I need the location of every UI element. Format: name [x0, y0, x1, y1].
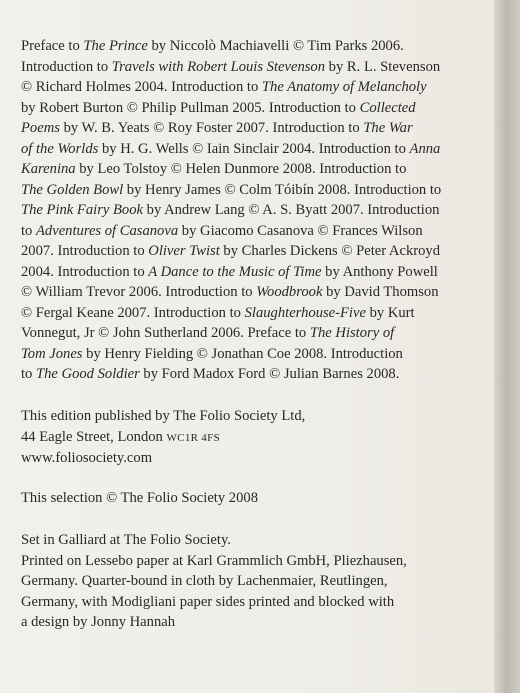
credits-text: by Henry Fielding © Jonathan Coe 2008. Introduction: [82, 345, 403, 362]
credits-line: [21, 139, 491, 160]
credits-text: by Giacomo Casanova © Frances Wilson: [178, 222, 423, 239]
credits-text: by H. G. Wells © Iain Sinclair 2004. Introduction to: [98, 140, 410, 157]
book-title: Anna: [409, 140, 441, 157]
book-title: The Golden Bowl: [21, 181, 124, 198]
book-title: Slaughterhouse-Five: [244, 304, 366, 321]
credits-text: by Niccolò Machiavelli © Tim Parks 2006.: [147, 38, 404, 54]
credits-paragraph: [21, 36, 491, 385]
credits-text: by Anthony Powell: [321, 263, 438, 280]
credits-text: 2007. Introduction to: [21, 243, 149, 259]
credits-line: [21, 221, 491, 242]
credits-line: [21, 180, 491, 201]
printing-line: Germany. Quarter-bound in cloth by Lachenmaier, Reutlingen,: [21, 573, 388, 589]
book-title: The History of: [309, 325, 395, 341]
address-line: [21, 427, 481, 449]
printing-line: Set in Galliard at The Folio Society.: [21, 532, 231, 548]
book-title: The Prince: [83, 38, 148, 54]
credits-line: [21, 36, 491, 57]
credits-text: by Ford Madox Ford © Julian Barnes 2008.: [139, 366, 400, 382]
postcode: WC1R 4FS: [166, 431, 220, 444]
credits-line: [21, 282, 491, 303]
credits-text: by Charles Dickens © Peter Ackroyd: [219, 243, 440, 259]
printing-line: a design by Jonny Hannah: [21, 614, 176, 630]
book-title: Travels with Robert Louis Stevenson: [111, 58, 326, 75]
credits-line: [21, 262, 491, 283]
credits-text: by Henry James © Colm Tóibín 2008. Introduction to: [123, 181, 442, 198]
credits-line: [21, 98, 491, 119]
publisher-line: This edition published by The Folio Society Ltd,: [21, 408, 306, 424]
credits-line: [21, 159, 491, 180]
selection-block: [21, 488, 481, 509]
credits-line: [21, 364, 491, 385]
selection-copyright: This selection © The Folio Society 2008: [21, 490, 258, 506]
address-text: 44 Eagle Street, London: [21, 428, 167, 445]
website-line: www.foliosociety.com: [21, 450, 153, 466]
book-gutter: [494, 0, 520, 693]
credits-text: © William Trevor 2006. Introduction to: [21, 284, 257, 300]
credits-line: [21, 77, 491, 98]
credits-text: © Fergal Keane 2007. Introduction to: [21, 304, 245, 321]
publisher-block: [21, 406, 481, 469]
credits-text: by R. L. Stevenson: [325, 58, 441, 75]
credits-text: © Richard Holmes 2004. Introduction to: [21, 79, 262, 95]
credits-text: by David Thomson: [322, 284, 439, 300]
credits-line: [21, 241, 491, 262]
credits-text: to: [21, 366, 36, 382]
book-title: A Dance to the Music of Time: [148, 263, 322, 280]
credits-line: [21, 323, 491, 344]
credits-line: [21, 57, 491, 78]
credits-text: Preface to: [21, 38, 84, 54]
credits-text: to: [21, 222, 36, 239]
book-title: of the Worlds: [21, 140, 99, 157]
printing-line: Germany, with Modigliani paper sides printed and blocked with: [21, 593, 395, 610]
book-title: The War: [363, 120, 413, 136]
credits-text: by Robert Burton © Philip Pullman 2005. Introduction to: [21, 99, 360, 116]
book-title: Tom Jones: [21, 345, 83, 362]
credits-text: 2004. Introduction to: [21, 263, 149, 280]
book-title: The Good Soldier: [36, 366, 140, 382]
book-title: Oliver Twist: [148, 243, 220, 259]
credits-text: by Andrew Lang © A. S. Byatt 2007. Introduction: [143, 202, 440, 218]
book-title: Collected: [359, 99, 416, 116]
book-title: Woodbrook: [256, 284, 323, 300]
printing-block: [21, 530, 481, 633]
printing-line: Printed on Lessebo paper at Karl Grammlich GmbH, Pliezhausen,: [21, 552, 407, 569]
credits-text: Vonnegut, Jr © John Sutherland 2006. Preface to: [21, 325, 310, 341]
credits-line: [21, 200, 491, 221]
credits-text: Introduction to: [21, 58, 112, 75]
book-title: The Pink Fairy Book: [21, 202, 143, 218]
credits-line: [21, 344, 491, 365]
book-title: The Anatomy of Melancholy: [261, 79, 427, 95]
credits-line: [21, 118, 491, 139]
book-title: Poems: [21, 120, 60, 136]
book-title: Karenina: [21, 161, 76, 177]
credits-line: [21, 303, 491, 324]
book-title: Adventures of Casanova: [36, 222, 179, 239]
credits-text: by Kurt: [365, 304, 415, 321]
credits-text: by W. B. Yeats © Roy Foster 2007. Introduction to: [59, 120, 364, 136]
credits-text: by Leo Tolstoy © Helen Dunmore 2008. Introduction to: [75, 161, 407, 177]
